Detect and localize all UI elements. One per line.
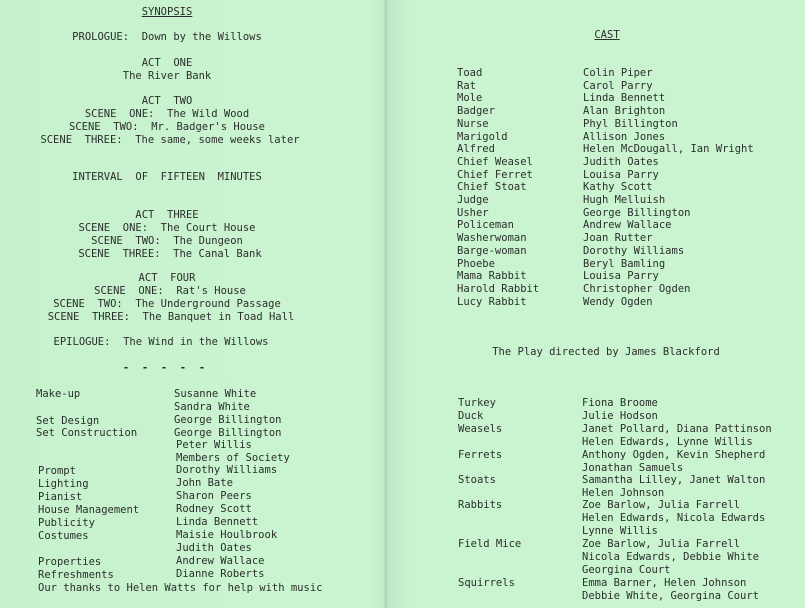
prologue: PROLOGUE: Down by the Willows (72, 31, 262, 43)
cast-actor: Beryl Bamling (583, 257, 666, 270)
cast-role: Rat (457, 79, 476, 92)
cast-role: Mole (457, 92, 483, 105)
cast-row (457, 105, 787, 118)
director-credit: The Play directed by James Blackford (492, 346, 720, 358)
cast-role: Marigold (457, 130, 508, 143)
crew-name: Members of Society (176, 452, 290, 464)
cast-row (457, 194, 787, 207)
act-one-scene: The River Bank (122, 70, 212, 82)
chorus-role: Ferrets (458, 449, 503, 461)
cast-actor: Christopher Ogden (583, 282, 691, 295)
crew-name: Andrew Wallace (176, 555, 265, 567)
cast-row (457, 258, 787, 271)
chorus-names: Emma Barner, Helen Johnson (582, 577, 747, 589)
cast-actor: Phyl Billington (583, 117, 678, 130)
crew-role: Set Design (36, 415, 100, 427)
crew-name: Sandra White (174, 401, 250, 413)
epilogue: EPILOGUE: The Wind in the Willows (53, 336, 269, 348)
cast-row (457, 131, 787, 144)
crew-name: George Billington (174, 427, 282, 439)
act-four-scene-1: SCENE ONE: Rat's House (94, 285, 246, 297)
cast-actor: Linda Bennett (583, 92, 666, 105)
cast-row (457, 80, 787, 93)
cast-actor: Hugh Melluish (583, 194, 666, 206)
cast-actor: Colin Piper (583, 67, 653, 79)
crew-name: Dianne Roberts (176, 568, 265, 580)
act-two-scene-1: SCENE ONE: The Wild Wood (84, 108, 250, 120)
cast-actor: Judith Oates (583, 155, 659, 168)
chorus-names: Debbie White, Georgina Court (582, 589, 760, 602)
chorus-names: Jonathan Samuels (582, 461, 684, 474)
crew-name: Rodney Scott (176, 503, 252, 515)
act-four-scene-3: SCENE THREE: The Banquet in Toad Hall (47, 311, 295, 323)
cast-role: Chief Ferret (457, 168, 533, 181)
cast-row (457, 67, 787, 80)
cast-row (457, 283, 787, 296)
crew-name: Sharon Peers (176, 490, 252, 502)
cast-role: Toad (457, 67, 483, 79)
cast-actor: Allison Jones (583, 130, 666, 143)
chorus-names: Nicola Edwards, Debbie White (582, 550, 760, 563)
crew-role: Publicity (38, 517, 95, 529)
chorus-role: Squirrels (458, 577, 515, 589)
crew-name: Judith Oates (176, 542, 252, 554)
cast-role: Badger (457, 105, 495, 118)
crew-role: Refreshments (38, 569, 114, 581)
cast-actor: Dorothy Williams (583, 244, 685, 257)
chorus-names: Georgina Court (582, 563, 671, 576)
crew-role: House Management (38, 504, 140, 516)
cast-actor: Alan Brighton (583, 105, 666, 118)
cast-row (457, 232, 787, 245)
cast-row (457, 219, 787, 232)
cast-row (457, 156, 787, 169)
crew-name: Dorothy Williams (176, 464, 278, 476)
crew-role: Costumes (38, 530, 89, 542)
crew-role: Pianist (38, 491, 83, 503)
cast-role: Washerwoman (457, 232, 527, 245)
crew-name: Peter Willis (176, 439, 252, 451)
crew-role: Prompt (38, 465, 76, 477)
cast-role: Usher (457, 206, 489, 219)
crew-role: Lighting (38, 478, 89, 490)
cast-role: Alfred (457, 143, 495, 156)
cast-role: Phoebe (457, 257, 495, 270)
crew-role: Set Construction (36, 427, 138, 439)
chorus-names: Helen Johnson (582, 486, 665, 499)
chorus-names: Zoe Barlow, Julia Farrell (582, 499, 741, 511)
cast-row (457, 181, 787, 194)
chorus-role: Stoats (458, 474, 496, 486)
chorus-role: Rabbits (458, 499, 503, 511)
cast-row (457, 245, 787, 258)
cast-row (457, 118, 787, 131)
act-two-scene-2: SCENE TWO: Mr. Badger's House (69, 121, 265, 133)
chorus-names: Helen Edwards, Lynne Willis (582, 435, 753, 448)
thanks-note: Our thanks to Helen Watts for help with music (38, 582, 323, 594)
cast-row (457, 143, 787, 156)
divider: - - - - - (122, 362, 206, 374)
act-three-scene-1: SCENE ONE: The Court House (78, 222, 256, 234)
crew-role: Make-up (36, 388, 81, 400)
cast-role: Harold Rabbit (457, 282, 540, 295)
crew-name: Linda Bennett (176, 516, 259, 528)
act-one-title: ACT ONE (141, 57, 193, 69)
interval: INTERVAL OF FIFTEEN MINUTES (72, 171, 262, 183)
cast-role: Chief Stoat (457, 181, 527, 194)
act-two-title: ACT TWO (141, 95, 193, 107)
cast-actor: Wendy Ogden (583, 295, 653, 308)
chorus-names: Fiona Broome (582, 397, 658, 409)
chorus-role: Weasels (458, 423, 503, 435)
cast-row (457, 270, 787, 283)
cast-role: Mama Rabbit (457, 270, 527, 283)
cast-actor: Louisa Parry (583, 270, 659, 283)
act-three-scene-2: SCENE TWO: The Dungeon (91, 235, 243, 247)
cast-actor: George Billington (583, 206, 691, 219)
act-four-scene-2: SCENE TWO: The Underground Passage (53, 298, 281, 310)
act-three-scene-3: SCENE THREE: The Canal Bank (78, 248, 262, 260)
act-three-title: ACT THREE (135, 209, 199, 221)
crew-role: Properties (38, 556, 102, 568)
cast-actor: Louisa Parry (583, 168, 659, 181)
synopsis-heading: SYNOPSIS (141, 6, 193, 18)
chorus-role: Turkey (458, 397, 496, 409)
cast-row (457, 207, 787, 220)
cast-row (457, 169, 787, 182)
crew-name: Susanne White (174, 388, 257, 400)
cast-actor: Helen McDougall, Ian Wright (583, 143, 754, 156)
act-four-title: ACT FOUR (138, 272, 196, 284)
cast-actor: Carol Parry (583, 79, 653, 92)
chorus-names: Anthony Ogden, Kevin Shepherd (582, 449, 766, 461)
cast-row (457, 296, 787, 309)
cast-actor: Kathy Scott (583, 181, 653, 194)
cast-row (457, 92, 787, 105)
chorus-names: Helen Edwards, Nicola Edwards (582, 511, 766, 524)
chorus-role: Field Mice (458, 538, 522, 550)
chorus-names: Zoe Barlow, Julia Farrell (582, 538, 741, 550)
chorus-names: Julie Hodson (582, 410, 658, 422)
chorus-role: Duck (458, 410, 484, 422)
cast-role: Lucy Rabbit (457, 295, 527, 308)
cast-role: Barge-woman (457, 244, 527, 257)
cast-role: Chief Weasel (457, 155, 533, 168)
act-two-scene-3: SCENE THREE: The same, some weeks later (40, 134, 300, 146)
crew-name: John Bate (176, 477, 233, 489)
cast-role: Policeman (457, 219, 514, 232)
cast-actor: Andrew Wallace (583, 219, 672, 232)
cast-role: Nurse (457, 117, 489, 130)
cast-actor: Joan Rutter (583, 232, 653, 245)
cast-heading: CAST (594, 29, 620, 41)
page-fold (384, 0, 388, 608)
crew-name: Maisie Houlbrook (176, 529, 278, 541)
chorus-names: Samantha Lilley, Janet Walton (582, 474, 766, 486)
cast-role: Judge (457, 194, 489, 206)
crew-name: George Billington (174, 414, 282, 426)
chorus-names: Janet Pollard, Diana Pattinson (582, 423, 772, 435)
chorus-names: Lynne Willis (582, 524, 658, 537)
